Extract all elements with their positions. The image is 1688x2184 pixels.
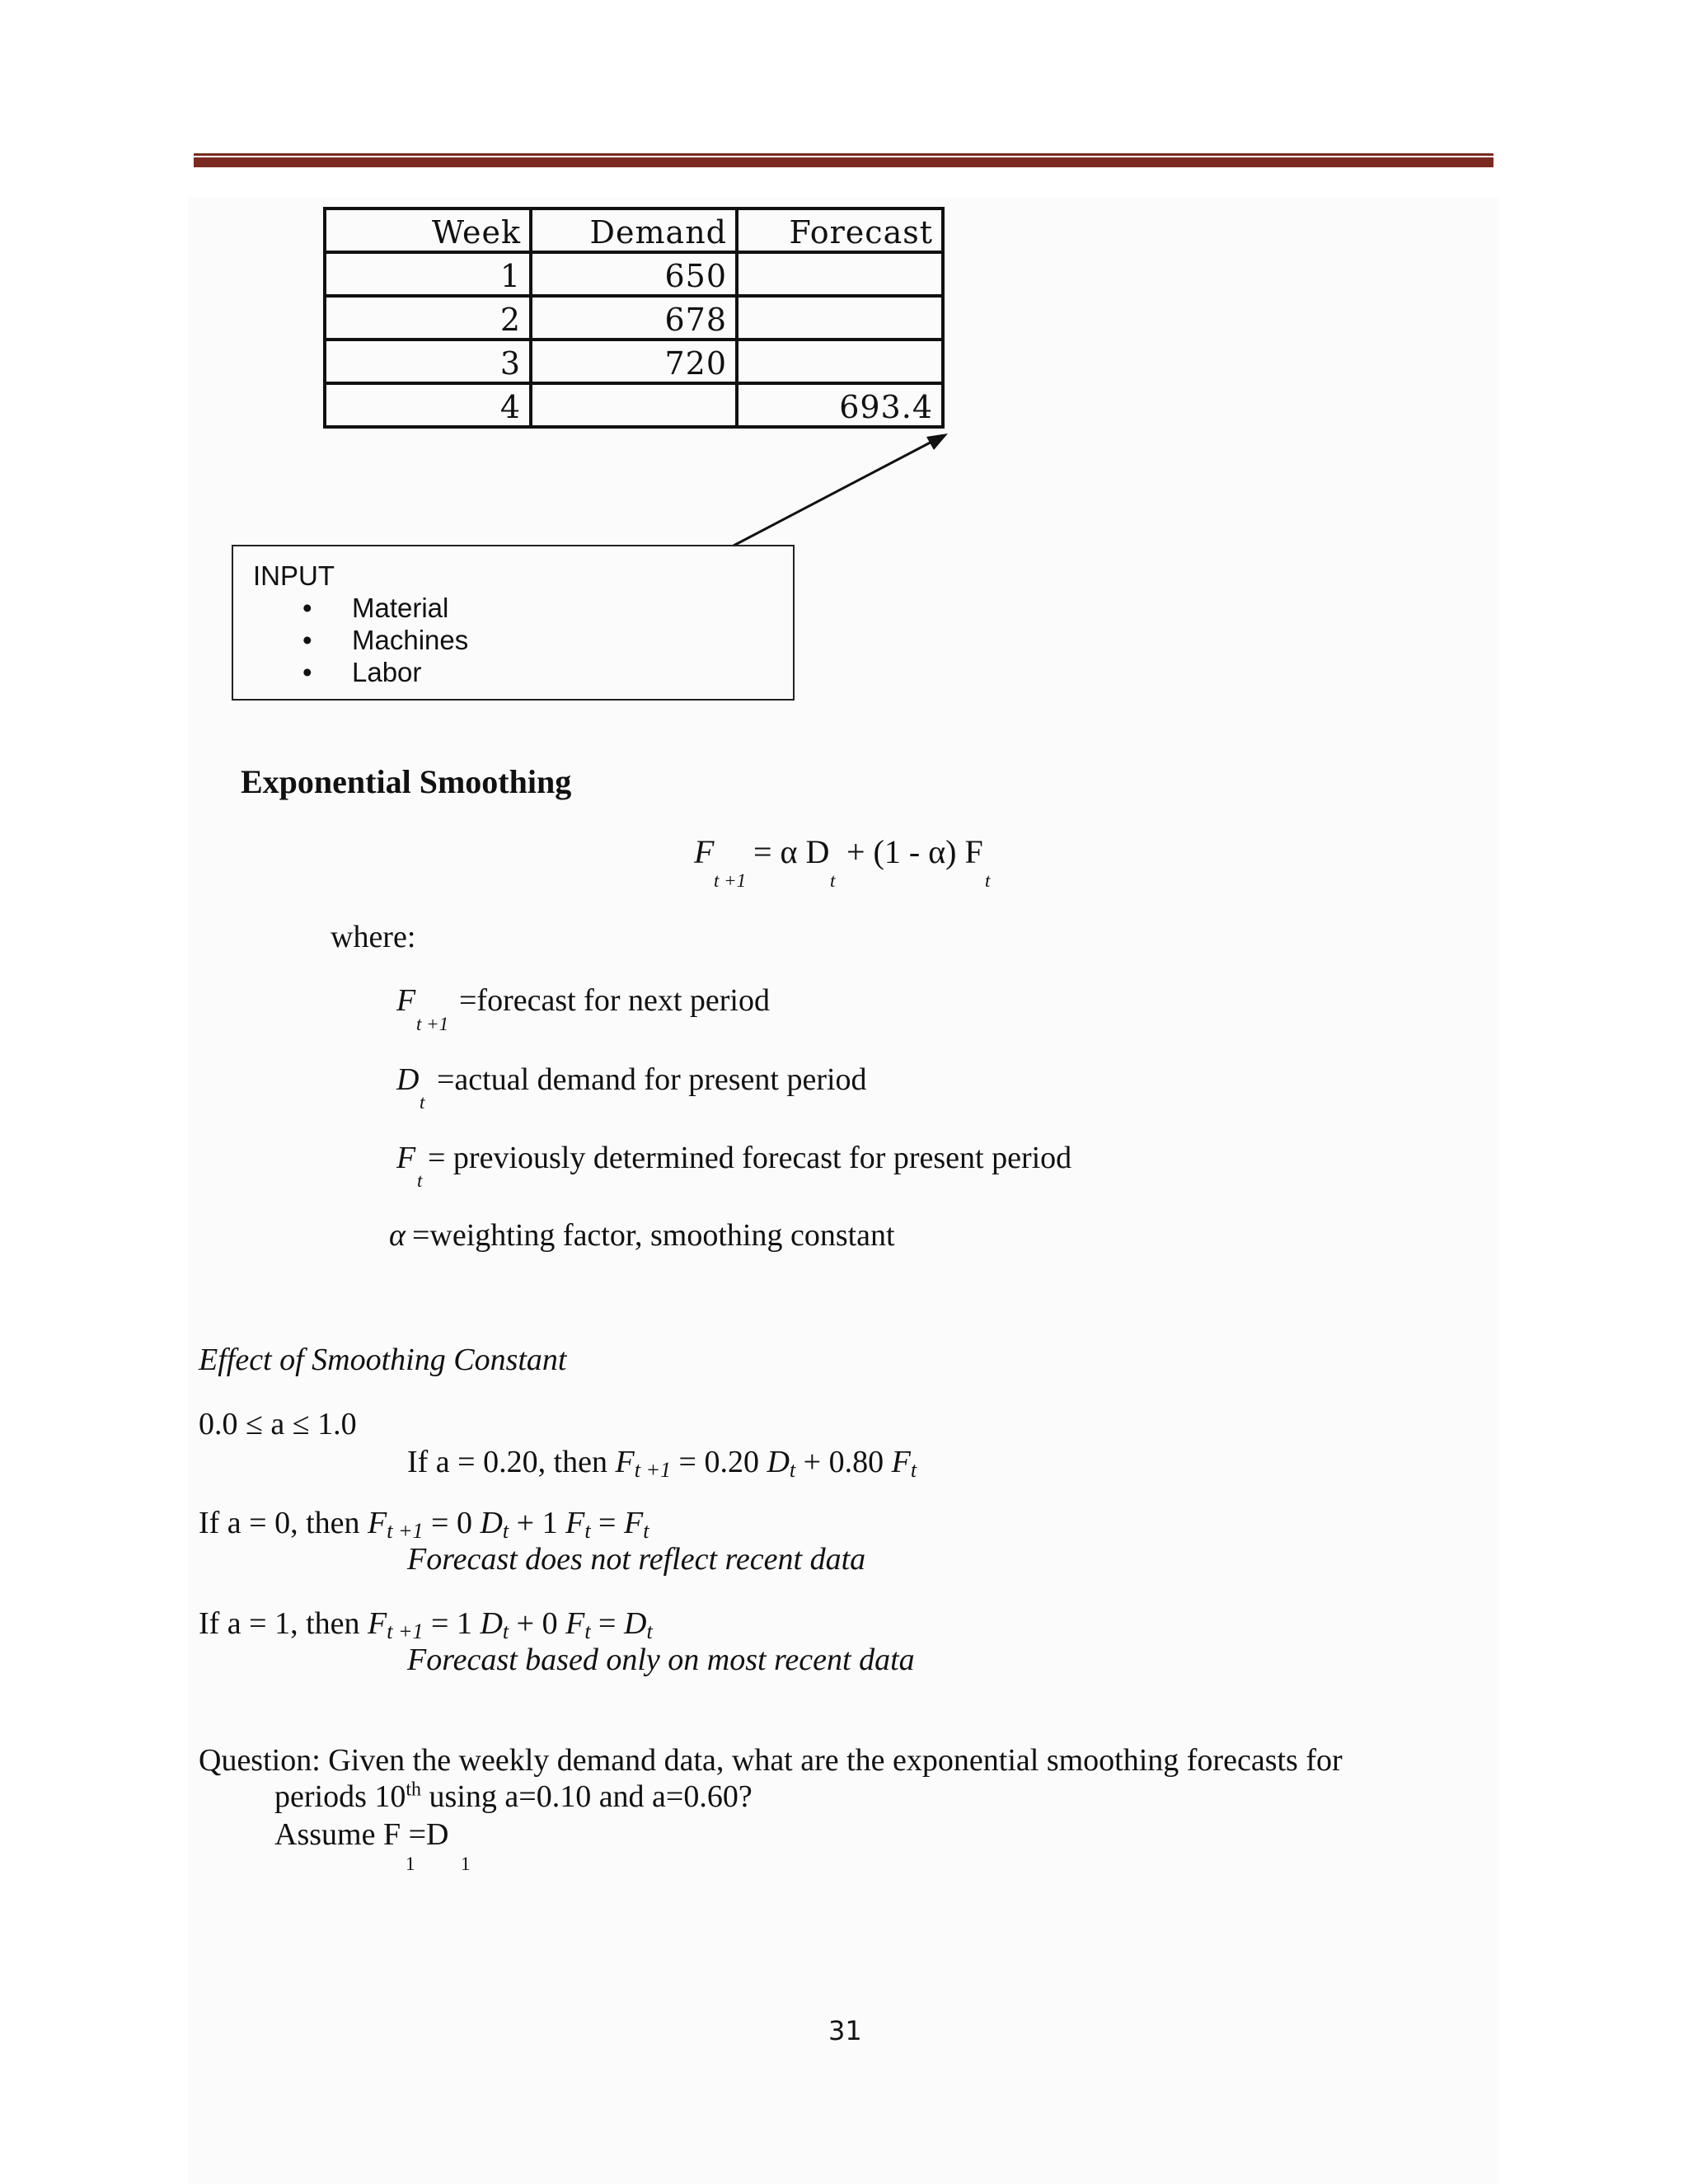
arrow-head-icon — [926, 434, 948, 450]
case-line-3 — [199, 1605, 653, 1644]
case-subscript: t — [646, 1619, 653, 1643]
case-note: Forecast does not reflect recent data — [407, 1542, 866, 1577]
case-term: F — [891, 1445, 911, 1479]
list-item: • Labor — [302, 656, 468, 688]
effect-heading: Effect of Smoothing Constant — [199, 1343, 567, 1377]
case-term: = — [598, 1506, 617, 1540]
case-term: F — [615, 1445, 635, 1479]
case-subscript: t — [502, 1619, 509, 1643]
case-term: D — [623, 1606, 647, 1641]
question-sup: th — [406, 1779, 422, 1801]
question-subscript: 1 — [406, 1854, 415, 1874]
def-subscript: t — [420, 1092, 425, 1113]
case-note: Forecast based only on most recent data — [407, 1643, 915, 1677]
def-subscript: t +1 — [416, 1014, 449, 1034]
def-symbol: F — [396, 1141, 416, 1175]
case-term: F — [565, 1506, 585, 1540]
def-text: =forecast for next period — [459, 983, 770, 1018]
case-line-1 — [407, 1444, 917, 1483]
where-label: where: — [331, 920, 416, 954]
input-box-title: INPUT — [253, 560, 335, 591]
def-text: = previously determined forecast for present period — [428, 1141, 1072, 1175]
page-number: 31 — [828, 2015, 862, 2046]
case-term: = 1 — [431, 1606, 472, 1641]
list-item: • Machines — [302, 624, 468, 656]
formula-mid-sub: t — [830, 870, 836, 891]
case-term: = — [598, 1606, 617, 1641]
formula-rhs: + (1 - α) F — [846, 833, 983, 870]
header-demand: Demand — [531, 209, 737, 252]
def-text: =weighting factor, smoothing constant — [412, 1218, 895, 1253]
case-line-2 — [199, 1505, 649, 1544]
case-term: + 0 — [516, 1606, 558, 1641]
input-box — [232, 545, 795, 701]
question-line-1: Question: Given the weekly demand data, what are the exponential smoothing forecasts for — [199, 1743, 1343, 1778]
case-term: + 1 — [516, 1506, 558, 1540]
question-line-3: Assume F =D — [274, 1817, 449, 1852]
table-cell: 3 — [325, 340, 531, 383]
case-condition: If a = 0.20, then — [407, 1445, 608, 1479]
case-term: F — [623, 1506, 644, 1540]
arrow-line — [734, 438, 940, 546]
case-condition: If a = 1, then — [199, 1606, 360, 1641]
formula-lhs-sub: t +1 — [714, 870, 747, 891]
list-item: • Material — [302, 592, 468, 624]
case-term: D — [480, 1606, 503, 1641]
table-cell: 678 — [531, 296, 737, 340]
section-heading: Exponential Smoothing — [241, 763, 572, 800]
question-line-2 — [274, 1779, 753, 1815]
question-text: periods 10 — [274, 1779, 406, 1814]
case-term: F — [368, 1606, 387, 1641]
table-cell: 4 — [325, 383, 531, 427]
table-cell: 1 — [325, 252, 531, 296]
def-text: =actual demand for present period — [437, 1062, 867, 1097]
formula-mid: = α D — [753, 833, 830, 870]
case-term: F — [565, 1606, 585, 1641]
case-subscript: t +1 — [387, 1619, 424, 1643]
header-forecast: Forecast — [737, 209, 943, 252]
case-subscript: t — [502, 1519, 509, 1543]
case-term: F — [368, 1506, 387, 1540]
case-term: = 0 — [431, 1506, 472, 1540]
formula-rhs-sub: t — [985, 870, 991, 891]
header-week: Week — [325, 209, 531, 252]
case-term: D — [480, 1506, 503, 1540]
table-cell: 2 — [325, 296, 531, 340]
question-text: using a=0.10 and a=0.60? — [429, 1779, 753, 1814]
def-subscript: t — [417, 1170, 423, 1191]
case-subscript: t — [910, 1458, 917, 1482]
case-subscript: t +1 — [387, 1519, 424, 1543]
case-term: D — [767, 1445, 790, 1479]
def-symbol: F — [396, 983, 416, 1018]
case-subscript: t — [789, 1458, 796, 1482]
table-cell: 720 — [531, 340, 737, 383]
table-cell: 693.4 — [737, 383, 943, 427]
effect-range: 0.0 ≤ a ≤ 1.0 — [199, 1407, 357, 1441]
question-subscript: 1 — [461, 1854, 471, 1874]
case-subscript: t — [584, 1619, 591, 1643]
def-symbol: D — [396, 1062, 420, 1097]
table-cell: 650 — [531, 252, 737, 296]
case-subscript: t +1 — [634, 1458, 672, 1482]
case-subscript: t — [584, 1519, 591, 1543]
formula-lhs: F — [694, 833, 715, 870]
input-box-list — [302, 592, 468, 688]
def-symbol: α — [389, 1218, 406, 1253]
case-subscript: t — [643, 1519, 649, 1543]
case-condition: If a = 0, then — [199, 1506, 360, 1540]
case-term: = 0.20 — [678, 1445, 759, 1479]
case-term: + 0.80 — [803, 1445, 884, 1479]
